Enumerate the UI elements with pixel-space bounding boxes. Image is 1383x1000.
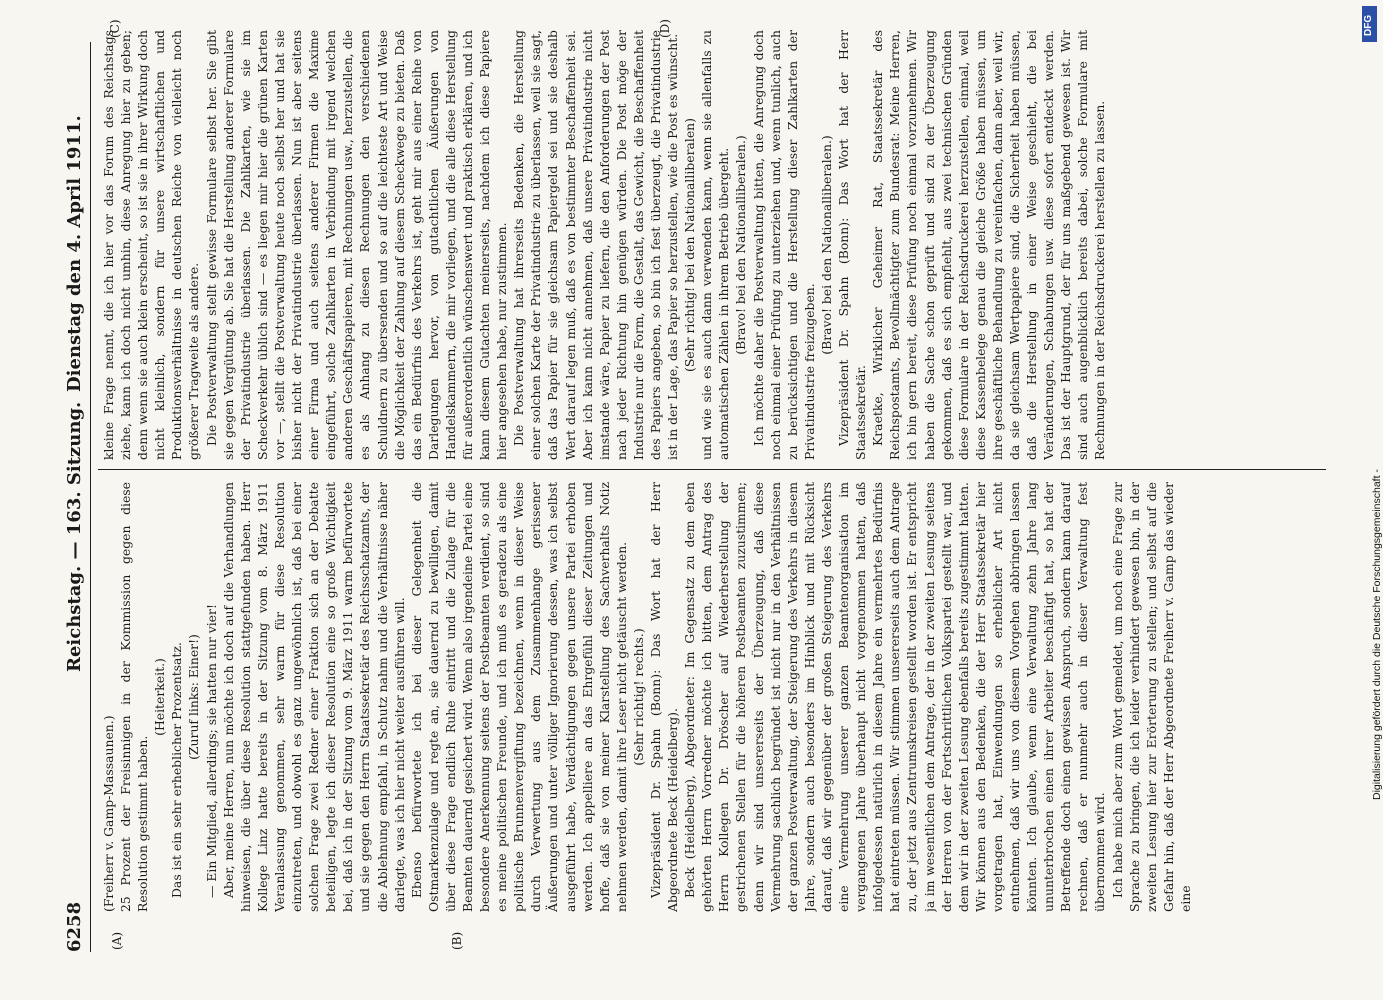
paragraph: Ich möchte daher die Postverwaltung bitten, die Anregung doch noch einmal einer Prüfung zu unterziehen und, wenn tunlich, auch zu berücksichtigen und die Herstellung dieser Zahlkarten der Privatindustrie freizugeben. [750, 30, 817, 460]
paragraph: Die Postverwaltung stellt gewisse Formulare selbst her. Sie gibt sie gegen Vergütung ab. Sie hat die Herstellung anderer Formulare der Privatindustrie überlassen. Die Zahlkarten, wie sie im Scheckverkehr üblich sind — es liegen mir hier die grünen Karten vor —, stellt die Postverwaltung heute noch selbst her und hat sie bisher nicht der Privatindustrie überlassen. Nun ist aber seitens einer Firma und auch seitens anderer Firmen die Maxime eingeführt, solche Zahlkarten in Verbindung mit irgend welchen anderen Geschäftspapieren, mit Rechnungen usw., herzustellen, die es als Anhang zu diesen Rechnungen den verschiedenen Schuldnern zu übersenden und so auf die leichteste Art und Weise die Möglichkeit der Zahlung auf diesem Scheckwege zu bieten. Daß das ein Bedürfnis des Verkehrs ist, geht mir aus einer Reihe von Darlegungen hervor, von gutachtlichen Äußerungen von Handelskammern, die mir vorliegen, und die alle diese Herstellung für außerordentlich wünschenswert und praktisch erklären, und ich kann diesem Gutachten meinerseits, nachdem ich diese Papiere hier angesehen habe, nur zustimmen. [203, 30, 510, 460]
margin-marker-a: (A) [110, 931, 124, 950]
paragraph: und wie sie es auch dann verwenden kann, wenn sie allenfalls zu automatischen Zählen in ihrem Betrieb übergeht. [699, 30, 732, 460]
paragraph: Vizepräsident Dr. Spahn (Bonn): Das Wort hat der Herr Staatssekretär. [836, 30, 869, 460]
paragraph: (Zuruf links: Einer!) [186, 634, 202, 760]
page-number: 6258 [64, 901, 85, 952]
paragraph: (Sehr richtig! bei den Nationalliberalen) [682, 118, 698, 373]
margin-marker-b: (B) [450, 931, 464, 950]
paragraph: (Freiherr v. Gamp-Massaunen.) [101, 715, 116, 912]
header-title: Reichstag. — 163. Sitzung. [64, 401, 85, 672]
paragraph: — Ein Mitglied, allerdings; sie hatten nur vier! [203, 604, 219, 898]
page-header [64, 42, 94, 952]
paragraph: Die Postverwaltung hat ihrerseits Bedenken, die Herstellung einer solchen Karte der Privatindustrie zu überlassen, weil sie sagt, daß das Papier für sie gleichsam Papiergeld sei und sie deshalb Wert darauf legen muß, daß es von bestimmter Beschaffenheit sei. Aber ich kann nicht annehmen, daß unsere Privatindustrie nicht imstande wäre, Papier zu liefern, die den Anforderungen der Post nach jeder Richtung hin genügen würden. Die Post möge der Industrie nur die Form, die Gestalt, das Gewicht, die Beschaffenheit des Papiers angeben, so bin ich fest überzeugt, die Privatindustrie ist in der Lage, das Papier so herzustellen, wie die Post es wünscht. [511, 30, 681, 460]
paragraph: kleine Frage nennt, die ich hier vor das Forum des Reichstags ziehe, kann ich doch nicht umhin, diese Anregung hier zu geben; denn wenn sie auch klein erscheint, so ist sie in ihrer Wirkung doch nicht kleinlich, sondern für unsere wirtschaftlichen und Produktionsverhältnisse in deutschen Reiche von vielleicht noch größerer Tragweite als andere. [101, 30, 202, 460]
right-text-column [100, 30, 1320, 460]
paragraph: (Bravo! bei den Nationalliberalen.) [818, 135, 834, 355]
paragraph: Vizepräsident Dr. Spahn (Bonn): Das Wort hat der Herr Abgeordnete Beck (Heidelberg). [648, 482, 681, 912]
paragraph: Aber, meine Herren, nun möchte ich doch auf die Verhandlungen hinweisen, die über diese Resolution stattgefunden haben. Herr Kollege Linz hatte bereits in der Sitzung vom 8. März 1911 Veranlassung genommen, sehr warm für diese Resolution einzutreten, und obwohl es ganz ungewöhnlich ist, daß bei einer solchen Frage zwei Redner einer Fraktion sich an der Debatte beteiligen, legte ich dieser Resolution eine so große Wichtigkeit bei, daß ich in der Sitzung vom 9. März 1911 warm befürwortete und sie gegen den Herrn Staatssekretär des Reichsschatzamts, der die Ablehnung empfahl, in Schutz nahm und die Verhältnisse näher darlegte, was ich hier nicht weiter ausführen will. [220, 482, 407, 912]
left-text-column [100, 482, 1320, 912]
paragraph: Ich habe mich aber zum Wort gemeldet, um noch eine Frage zur Sprache zu bringen, die ich leider verhindert gewesen bin, in der zweiten Lesung hier zur Erörterung zu stellen; und selbst auf die Gefahr hin, daß der Herr Abgeordnete Freiherr v. Gamp das wieder eine [1109, 482, 1193, 912]
margin-marker-c: (C) [108, 19, 122, 38]
dfg-logo: DFG [1362, 6, 1377, 42]
credit-text: Digitalisierung gefördert durch die Deutsche Forschungsgemeinschaft - [1371, 469, 1383, 800]
paragraph: 25 Prozent der Freisinnigen in der Kommission gegen diese Resolution gestimmt haben. [118, 482, 151, 912]
header-date: Dienstag den 4. April 1911. [64, 115, 85, 392]
paragraph: (Sehr richtig! rechts.) [630, 628, 646, 766]
paragraph: (Heiterkeit.) [152, 658, 168, 736]
paragraph: Ebenso befürwortete ich bei dieser Gelegenheit die Ostmarkenzulage und regte an, sie dauernd zu bewilligen, damit über diese Frage endlich Ruhe eintritt und die Zulage für die Beamten dauernd gesichert wird. Wenn also irgendeine Partei eine besondere Anerkennung seitens der Postbeamten verdient, so sind es meine politischen Freunde, und ich muß es geradezu als eine politische Brunnenvergiftung bezeichnen, wenn in dieser Weise durch Verwertung aus dem Zusammenhange gerissener Äußerungen und unter völliger Ignorierung dessen, was ich selbst ausgeführt habe, Verdächtigungen gegen unsere Partei erhoben werden. Ich appelliere an das Ehrgefühl dieser Zeitungen und hoffe, daß sie von meiner Klarstellung des Sachverhalts Notiz nehmen werden, damit ihre Leser nicht getäuscht werden. [408, 482, 629, 912]
digitization-credit [1370, 0, 1383, 1000]
header-rule [90, 42, 91, 952]
paragraph: Kraetke, Wirklicher Geheimer Rat, Staatssekretär des Reichspostamts, Bevollmächtigter zum Bundesrat: Meine Herren, ich bin gern bereit, diese Prüfung noch einmal vorzunehmen. Wir haben die Sache schon geprüft und sind zu der Überzeugung gekommen, daß es sich empfiehlt, aus zwei technischen Gründen diese Formulare in der Reichsdruckerei herzustellen, einmal, weil diese Kassenbelege genau die gleiche Größe haben müssen, um ihre geschäftliche Behandlung zu vereinfachen, dann aber, weil wir, da sie gleichsam Wertpapiere sind, die Sicherheit haben müssen, daß die Herstellung in einer Weise geschieht, die bei Veränderungen, Schabungen usw. diese sofort entdeckt werden. Das ist der Hauptgrund, der für uns maßgebend gewesen ist. Wir sind auch augenblicklich bereits dabei, solche Formulare mit Rechnungen in der Reichsdruckerei herstellen zu lassen. [870, 30, 1108, 460]
paragraph: (Bravo! bei den Nationalliberalen.) [733, 135, 749, 355]
paragraph: Das ist ein sehr erheblicher Prozentsatz. [169, 642, 185, 898]
column-divider [98, 469, 1326, 470]
paragraph: Beck (Heidelberg), Abgeordneter: Im Gegensatz zu dem eben gehörten Herrn Vorredner möchte ich bitten, dem Antrag des Herrn Kollegen Dr. Dröscher auf Wiederherstellung der gestrichenen Stellen für die höheren Postbeamten zuzustimmen; denn wir sind unsererseits der Überzeugung, daß diese Vermehrung sachlich begründet ist nicht nur in den Verhältnissen der ganzen Postverwaltung, der Steigerung des Verkehrs in diesem Jahre, sondern auch besonders im Hinblick und mit Rücksicht darauf, daß wir gegenüber der großen Steigerung des Verkehrs eine Vermehrung unserer ganzen Beamtenorganisation im vergangenen Jahre überhaupt nicht vorgenommen hatten, daß infolgedessen natürlich in diesem Jahre ein vermehrtes Bedürfnis hat eintreten müssen. Wir stimmen unsererseits auch dem Antrage zu, der jetzt aus Zentrumskreisen gestellt worden ist. Er entspricht ja im wesentlichen dem Antrage, der in der zweiten Lesung seitens der Herren von der Fortschrittlichen Volkspartei gestellt war, und dem wir in der zweiten Lesung ebenfalls bereits zugestimmt hatten. Wir können aus den Bedenken, die der Herr Staatssekretär hier vorgetragen hat, Einwendungen so erheblicher Art nicht entnehmen, daß wir uns von diesem Vorgehen abbringen lassen könnten. Ich glaube, wenn eine Verwaltung zehn Jahre lang ununterbrochen einen ihrer Arbeiter beschäftigt hat, so hat der Betreffende doch einen gewissen Anspruch, sondern kann darauf rechnen, daß er nunmehr auch in dieser Verwaltung fest übernommen wird. [682, 482, 1108, 912]
margin-marker-d: (D) [658, 19, 672, 38]
